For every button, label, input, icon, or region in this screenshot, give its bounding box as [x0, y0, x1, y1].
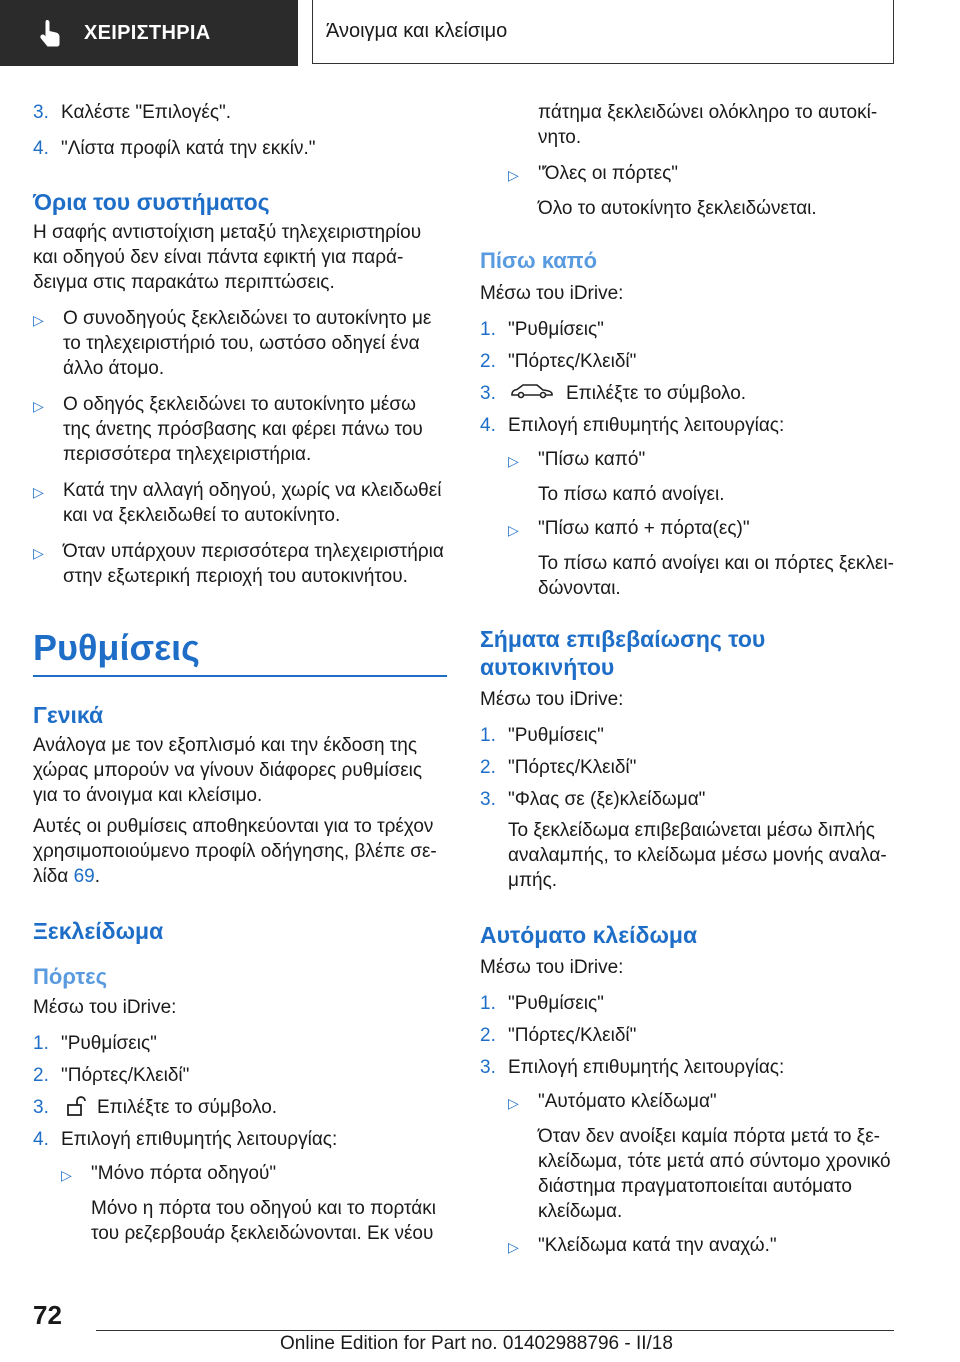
limits-heading: Όρια του συστήματος — [33, 189, 270, 215]
general-text-2: Αυτές οι ρυθμίσεις αποθηκεύονται για το τρέχον χρησιμοποιούμενο προφίλ οδήγησης, βλέπε σε-λίδα 69. — [33, 815, 437, 887]
list-item: ▷ "Πίσω καπό" — [480, 447, 900, 474]
list-item: ▷ Ο συνοδηγούς ξεκλειδώνει το αυτοκίνητο με το τηλεχειριστήριό του, ωστόσο οδηγεί ένα άλλο άτομο. — [33, 308, 432, 379]
auto-lock-heading: Αυτόματο κλείδωμα — [480, 922, 698, 948]
hand-pointer-icon — [38, 18, 66, 48]
heading-rule — [33, 675, 447, 677]
triangle-bullet-icon: ▷ — [33, 398, 44, 414]
triangle-bullet-icon: ▷ — [508, 522, 519, 538]
triangle-bullet-icon: ▷ — [508, 1239, 519, 1255]
unlock-icon — [65, 1095, 87, 1117]
list-item: 4. "Λίστα προφίλ κατά την εκκίν." — [33, 138, 316, 159]
list-item: 1. "Ρυθμίσεις" — [480, 319, 604, 340]
unlock-heading: Ξεκλείδωμα — [33, 917, 164, 944]
option-description: Το πίσω καπό ανοίγει. — [538, 484, 725, 505]
list-item: 3. Επιλέξτε το σύμβολο. — [33, 1096, 278, 1118]
triangle-bullet-icon: ▷ — [508, 1095, 519, 1111]
edition-text: Online Edition for Part no. 01402988796 - II/18 — [280, 1333, 673, 1354]
list-item: 4. Επιλογή επιθυμητής λειτουργίας: — [480, 415, 785, 436]
via-idrive: Μέσω του iDrive: — [480, 689, 624, 710]
list-item: 3. Επιλέξτε το σύμβολο. — [480, 383, 747, 404]
left-column — [33, 100, 448, 1246]
via-idrive: Μέσω του iDrive: — [480, 957, 624, 978]
general-heading: Γενικά — [33, 701, 104, 728]
list-item: ▷ "Όλες οι πόρτες" — [480, 161, 900, 188]
trunk-heading: Πίσω καπό — [480, 248, 598, 273]
signals-heading: Σήματα επιβεβαίωσης του αυτοκινήτου — [480, 626, 766, 680]
triangle-bullet-icon: ▷ — [61, 1166, 72, 1183]
list-item: 2. "Πόρτες/Κλειδί" — [480, 351, 637, 372]
list-item: ▷ "Κλείδωμα κατά την αναχώ." — [480, 1233, 900, 1260]
list-item: ▷ "Αυτόματο κλείδωμα" — [480, 1089, 900, 1116]
list-item: ▷ "Μόνο πόρτα οδηγού" — [33, 1161, 448, 1188]
settings-heading: Ρυθμίσεις — [33, 627, 200, 668]
list-item: 3. Καλέστε "Επιλογές". — [33, 102, 232, 123]
option-description: Το πίσω καπό ανοίγει και οι πόρτες ξεκλει-δώνονται. — [538, 553, 894, 599]
list-item: ▷ Ο οδηγός ξεκλειδώνει το αυτοκίνητο μέσω της άνετης πρόσβασης και φέρει πάνω του περισσότερα τηλεχειριστήρια. — [33, 394, 423, 465]
option-description: Όταν δεν ανοίξει καμία πόρτα μετά το ξε-κλείδωμα, τότε μετά από σύντομο χρονικό διάστημα πραγματοποιείται αυτόματο κλείδωμα. — [538, 1126, 891, 1222]
list-item: 3. Επιλογή επιθυμητής λειτουργίας: — [480, 1057, 785, 1078]
general-text: Ανάλογα με τον εξοπλισμό και την έκδοση της χώρας μπορούν να γίνουν διάφορες ρυθμίσεις για το άνοιγμα και κλείσιμο. — [33, 734, 423, 806]
option-description: Μόνο η πόρτα του οδηγού και το πορτάκι του ρεζερβουάρ ξεκλειδώνονται. Εκ νέου — [91, 1197, 436, 1244]
list-item: ▷ Όταν υπάρχουν περισσότερα τηλεχειριστήρια στην εξωτερική περιοχή του αυτοκινήτου. — [33, 541, 444, 587]
car-icon — [510, 381, 554, 399]
list-item: 2. "Πόρτες/Κλειδί" — [33, 1064, 190, 1086]
right-column — [480, 100, 900, 1260]
footer-rule — [96, 1330, 894, 1331]
triangle-bullet-icon: ▷ — [33, 312, 44, 328]
option-description: Όλο το αυτοκίνητο ξεκλειδώνεται. — [538, 198, 817, 219]
triangle-bullet-icon: ▷ — [33, 545, 44, 561]
triangle-bullet-icon: ▷ — [508, 453, 519, 469]
list-item: 3. "Φλας σε (ξε)κλείδωμα" — [480, 789, 706, 810]
list-item: 1. "Ρυθμίσεις" — [480, 725, 604, 746]
doors-heading: Πόρτες — [33, 963, 108, 989]
list-item: 2. "Πόρτες/Κλειδί" — [480, 757, 637, 778]
chapter-title: ΧΕΙΡΙΣΤΗΡΙΑ — [84, 21, 211, 44]
section-title: Άνοιγμα και κλείσιμο — [326, 20, 508, 42]
via-idrive: Μέσω του iDrive: — [33, 996, 177, 1018]
list-item: 1. "Ρυθμίσεις" — [33, 1032, 157, 1054]
triangle-bullet-icon: ▷ — [508, 167, 519, 183]
section-tab — [312, 0, 894, 64]
list-item: 4. Επιλογή επιθυμητής λειτουργίας: — [33, 1128, 338, 1150]
list-item: ▷ "Πίσω καπό + πόρτα(ες)" — [480, 516, 900, 543]
option-description: πάτημα ξεκλειδώνει ολόκληρο το αυτοκί-νητο. — [538, 102, 878, 148]
list-item: ▷ Κατά την αλλαγή οδηγού, χωρίς να κλειδωθεί και να ξεκλειδωθεί το αυτοκίνητο. — [33, 480, 442, 526]
list-item: 1. "Ρυθμίσεις" — [480, 993, 604, 1014]
step-description: Το ξεκλείδωμα επιβεβαιώνεται μέσω διπλής αναλαμπής, το κλείδωμα μέσω μονής αναλα-μπής. — [508, 820, 887, 891]
limits-text: Η σαφής αντιστοίχιση μεταξύ τηλεχειριστηρίου και οδηγού δεν είναι πάντα εφικτή για παρά-δειγμα στις παρακάτω περιπτώσεις. — [33, 222, 422, 293]
chapter-tab — [0, 0, 298, 66]
page-number: 72 — [33, 1300, 62, 1330]
list-item: 2. "Πόρτες/Κλειδί" — [480, 1025, 637, 1046]
page-header — [0, 0, 960, 66]
triangle-bullet-icon: ▷ — [33, 484, 44, 500]
via-idrive: Μέσω του iDrive: — [480, 283, 624, 304]
page-link[interactable]: 69 — [73, 865, 95, 887]
